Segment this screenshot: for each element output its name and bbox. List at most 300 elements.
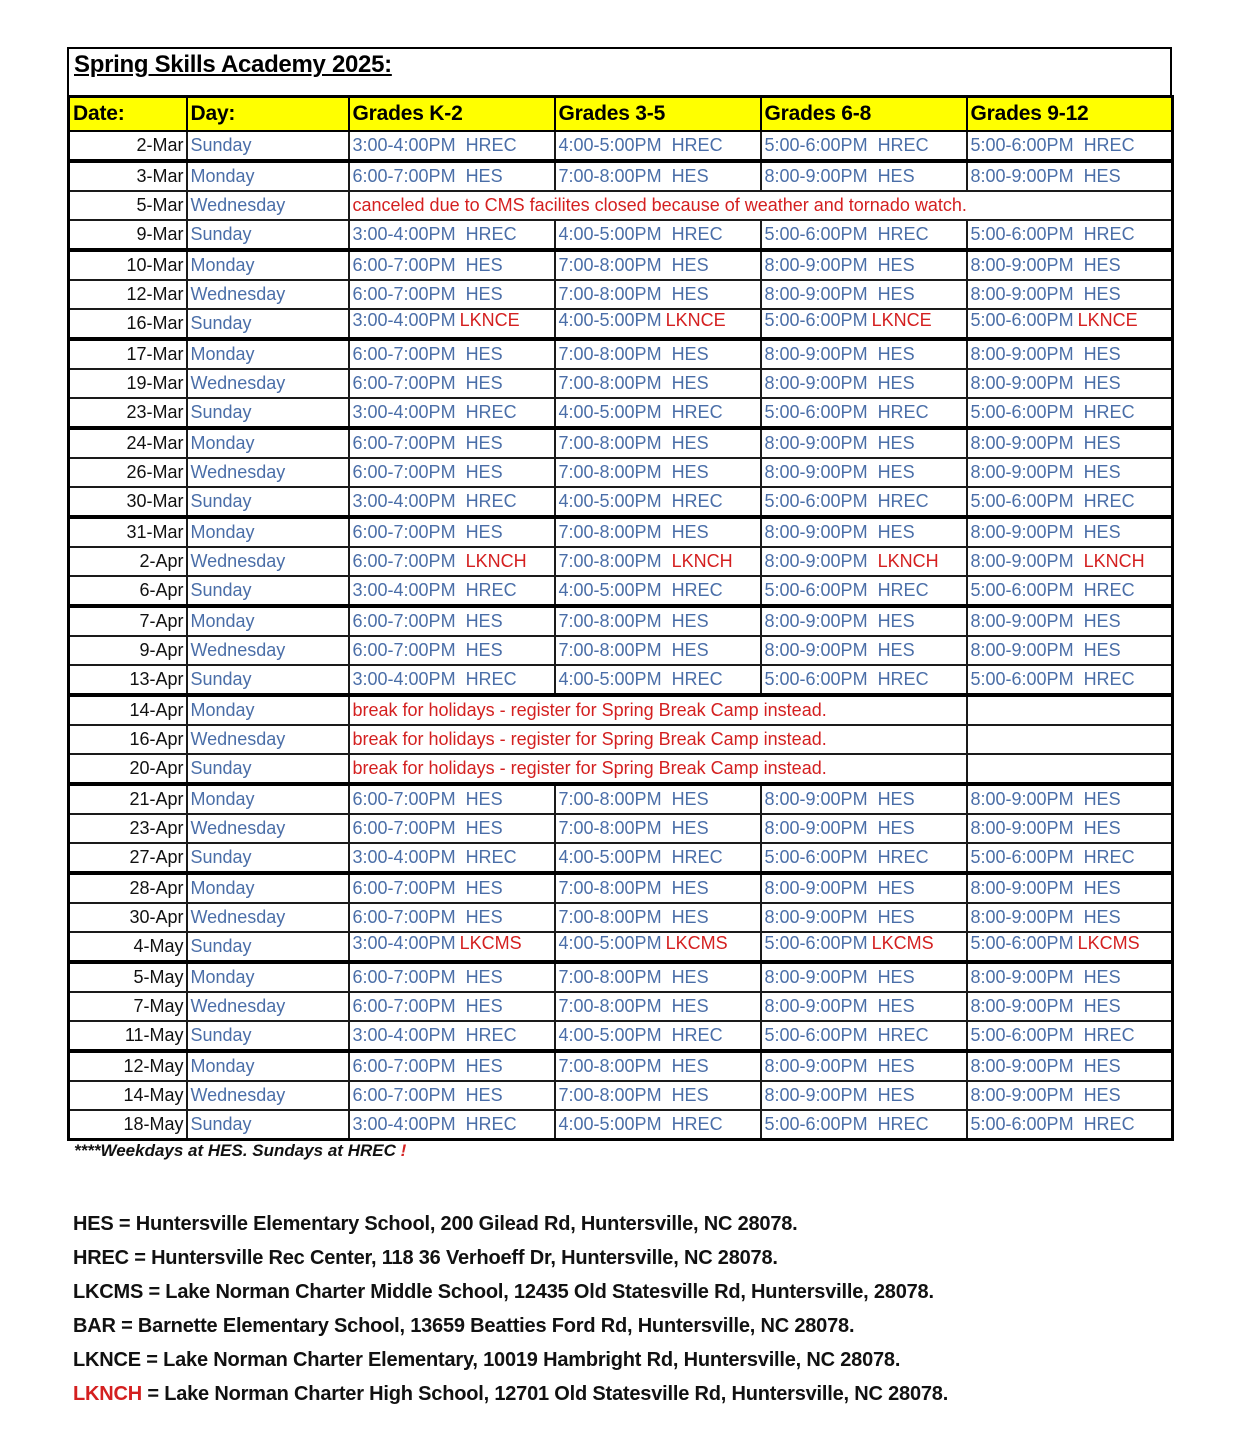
- session-location: HES: [1083, 967, 1121, 987]
- notice-cell: canceled due to CMS facilites closed because of weather and tornado watch.: [349, 191, 1173, 220]
- session-cell: [761, 962, 967, 992]
- session-time: 5:00-6:00PM: [970, 491, 1074, 511]
- session-time: 8:00-9:00PM: [970, 907, 1074, 927]
- session-time: 7:00-8:00PM: [558, 344, 662, 364]
- session-time: 6:00-7:00PM: [352, 255, 456, 275]
- session-location: HES: [1083, 611, 1121, 631]
- date-cell: 24-Mar: [69, 428, 187, 458]
- day-cell: Monday: [187, 873, 349, 903]
- session-cell: [761, 1051, 967, 1081]
- date-cell: 13-Apr: [69, 665, 187, 695]
- session-location: HES: [877, 789, 915, 809]
- day-cell: Monday: [187, 250, 349, 280]
- session-cell: [967, 250, 1173, 280]
- date-cell: 6-Apr: [69, 576, 187, 606]
- session-cell: [555, 517, 761, 547]
- date-cell: 12-May: [69, 1051, 187, 1081]
- table-row: [69, 458, 1173, 487]
- session-time: 8:00-9:00PM: [764, 878, 868, 898]
- session-time: 3:00-4:00PM: [352, 933, 456, 953]
- table-row: [69, 309, 1173, 339]
- session-time: 8:00-9:00PM: [970, 640, 1074, 660]
- session-cell: [349, 131, 555, 161]
- session-time: 8:00-9:00PM: [970, 1056, 1074, 1076]
- session-time: 5:00-6:00PM: [764, 135, 868, 155]
- session-cell: [967, 1051, 1173, 1081]
- session-location: HES: [671, 818, 709, 838]
- session-cell: [555, 339, 761, 369]
- day-cell: Sunday: [187, 1110, 349, 1140]
- session-location: HES: [465, 611, 503, 631]
- session-time: 7:00-8:00PM: [558, 284, 662, 304]
- table-row: [69, 339, 1173, 369]
- session-cell: [761, 992, 967, 1021]
- legend-description: = Barnette Elementary School, 13659 Beatties Ford Rd, Huntersville, NC 28078.: [115, 1315, 855, 1337]
- session-location: HES: [465, 522, 503, 542]
- session-time: 3:00-4:00PM: [352, 580, 456, 600]
- legend-item: [73, 1380, 948, 1414]
- session-time: 3:00-4:00PM: [352, 491, 456, 511]
- session-location: HREC: [671, 1025, 723, 1045]
- session-location: HREC: [465, 580, 517, 600]
- session-time: 4:00-5:00PM: [558, 224, 662, 244]
- table-row: [69, 873, 1173, 903]
- session-cell: [967, 576, 1173, 606]
- day-cell: Sunday: [187, 932, 349, 962]
- table-row: [69, 398, 1173, 428]
- session-cell: [967, 1110, 1173, 1140]
- legend-code: LKCMS: [73, 1281, 144, 1303]
- session-time: 7:00-8:00PM: [558, 789, 662, 809]
- session-cell: [967, 428, 1173, 458]
- session-location: HES: [671, 166, 709, 186]
- session-cell: [761, 309, 967, 339]
- session-location: HES: [671, 255, 709, 275]
- table-row: [69, 636, 1173, 665]
- footnote-text: ****Weekdays at HES. Sundays at HREC: [74, 1141, 401, 1160]
- date-cell: 7-May: [69, 992, 187, 1021]
- session-time: 8:00-9:00PM: [970, 433, 1074, 453]
- session-time: 8:00-9:00PM: [970, 373, 1074, 393]
- date-cell: 26-Mar: [69, 458, 187, 487]
- session-cell: [761, 280, 967, 309]
- session-location: HES: [1083, 522, 1121, 542]
- session-location: HES: [671, 789, 709, 809]
- session-cell: [761, 220, 967, 250]
- session-cell: [555, 131, 761, 161]
- session-time: 5:00-6:00PM: [764, 491, 868, 511]
- session-location: HES: [671, 1085, 709, 1105]
- session-location: HES: [671, 1056, 709, 1076]
- session-time: 3:00-4:00PM: [352, 402, 456, 422]
- legend-item: [73, 1210, 948, 1244]
- session-time: 5:00-6:00PM: [970, 1114, 1074, 1134]
- location-legend: [73, 1210, 948, 1414]
- session-time: 8:00-9:00PM: [970, 284, 1074, 304]
- session-cell: [967, 992, 1173, 1021]
- day-cell: Sunday: [187, 1021, 349, 1051]
- session-location: HES: [877, 996, 915, 1016]
- table-row: [69, 606, 1173, 636]
- day-cell: Wednesday: [187, 191, 349, 220]
- session-time: 6:00-7:00PM: [352, 551, 456, 571]
- session-time: 5:00-6:00PM: [970, 847, 1074, 867]
- session-location: LKNCH: [465, 551, 527, 571]
- session-time: 6:00-7:00PM: [352, 284, 456, 304]
- day-cell: Monday: [187, 517, 349, 547]
- day-cell: Sunday: [187, 220, 349, 250]
- session-cell: [349, 814, 555, 843]
- footnote: [74, 1141, 406, 1161]
- session-cell: [349, 517, 555, 547]
- table-row: [69, 1110, 1173, 1140]
- session-location: LKCMS: [871, 933, 934, 953]
- session-location: HREC: [877, 580, 929, 600]
- session-location: HES: [671, 462, 709, 482]
- session-time: 3:00-4:00PM: [352, 1025, 456, 1045]
- session-cell: [761, 636, 967, 665]
- session-location: HES: [877, 818, 915, 838]
- session-time: 3:00-4:00PM: [352, 847, 456, 867]
- day-cell: Sunday: [187, 309, 349, 339]
- table-row: [69, 814, 1173, 843]
- session-location: HREC: [465, 135, 517, 155]
- session-cell: [555, 665, 761, 695]
- session-time: 8:00-9:00PM: [764, 967, 868, 987]
- session-location: HREC: [465, 491, 517, 511]
- session-location: LKCMS: [1077, 933, 1140, 953]
- session-cell: [555, 606, 761, 636]
- session-cell: [349, 1110, 555, 1140]
- session-cell: [967, 220, 1173, 250]
- session-cell: [967, 280, 1173, 309]
- session-location: HREC: [465, 1114, 517, 1134]
- day-cell: Wednesday: [187, 547, 349, 576]
- session-location: HREC: [465, 1025, 517, 1045]
- session-cell: [967, 636, 1173, 665]
- session-time: 7:00-8:00PM: [558, 818, 662, 838]
- session-time: 7:00-8:00PM: [558, 967, 662, 987]
- session-cell: [761, 547, 967, 576]
- legend-description: = Lake Norman Charter High School, 12701 Old Statesville Rd, Huntersville, NC 28078.: [142, 1383, 949, 1405]
- session-time: 5:00-6:00PM: [970, 224, 1074, 244]
- session-location: HREC: [1083, 847, 1135, 867]
- session-location: HES: [465, 1056, 503, 1076]
- session-location: HES: [465, 255, 503, 275]
- session-time: 8:00-9:00PM: [970, 344, 1074, 364]
- session-time: 4:00-5:00PM: [558, 310, 662, 330]
- session-location: HREC: [671, 847, 723, 867]
- date-cell: 4-May: [69, 932, 187, 962]
- session-time: 6:00-7:00PM: [352, 611, 456, 631]
- legend-item: [73, 1244, 948, 1278]
- session-cell: [967, 962, 1173, 992]
- session-time: 3:00-4:00PM: [352, 224, 456, 244]
- session-location: HES: [465, 462, 503, 482]
- table-row: [69, 1051, 1173, 1081]
- date-cell: 9-Apr: [69, 636, 187, 665]
- table-row: [69, 131, 1173, 161]
- date-cell: 11-May: [69, 1021, 187, 1051]
- session-cell: [555, 458, 761, 487]
- session-location: HREC: [877, 402, 929, 422]
- session-time: 6:00-7:00PM: [352, 878, 456, 898]
- session-time: 5:00-6:00PM: [970, 669, 1074, 689]
- session-cell: [761, 1081, 967, 1110]
- table-row: [69, 1081, 1173, 1110]
- session-cell: [555, 220, 761, 250]
- session-cell: [967, 131, 1173, 161]
- session-cell: [761, 458, 967, 487]
- date-cell: 16-Mar: [69, 309, 187, 339]
- session-cell: [349, 606, 555, 636]
- table-row: [69, 665, 1173, 695]
- session-location: HREC: [1083, 224, 1135, 244]
- date-cell: 12-Mar: [69, 280, 187, 309]
- header-day: Day:: [187, 97, 349, 132]
- session-location: HES: [877, 462, 915, 482]
- date-cell: 31-Mar: [69, 517, 187, 547]
- session-time: 8:00-9:00PM: [764, 373, 868, 393]
- session-location: HES: [465, 640, 503, 660]
- session-location: HES: [465, 433, 503, 453]
- session-cell: [967, 843, 1173, 873]
- session-time: 5:00-6:00PM: [764, 580, 868, 600]
- session-cell: [555, 250, 761, 280]
- date-cell: 28-Apr: [69, 873, 187, 903]
- session-time: 8:00-9:00PM: [764, 522, 868, 542]
- session-location: HREC: [877, 669, 929, 689]
- session-time: 7:00-8:00PM: [558, 433, 662, 453]
- table-row: [69, 903, 1173, 932]
- session-location: HES: [1083, 1085, 1121, 1105]
- table-row: [69, 725, 1173, 754]
- session-location: HES: [671, 433, 709, 453]
- session-time: 6:00-7:00PM: [352, 996, 456, 1016]
- date-cell: 5-Mar: [69, 191, 187, 220]
- session-cell: [349, 339, 555, 369]
- session-time: 4:00-5:00PM: [558, 1025, 662, 1045]
- session-location: HES: [465, 344, 503, 364]
- session-cell: [555, 1081, 761, 1110]
- session-location: HREC: [1083, 669, 1135, 689]
- session-cell: [761, 428, 967, 458]
- session-time: 7:00-8:00PM: [558, 373, 662, 393]
- date-cell: 23-Apr: [69, 814, 187, 843]
- session-cell: [349, 458, 555, 487]
- table-row: [69, 517, 1173, 547]
- session-cell: [349, 962, 555, 992]
- session-cell: [967, 814, 1173, 843]
- session-time: 8:00-9:00PM: [970, 255, 1074, 275]
- session-cell: [555, 992, 761, 1021]
- table-row: [69, 280, 1173, 309]
- session-location: HREC: [1083, 402, 1135, 422]
- session-location: HES: [465, 789, 503, 809]
- table-row: [69, 576, 1173, 606]
- session-cell: [349, 873, 555, 903]
- session-time: 8:00-9:00PM: [764, 344, 868, 364]
- session-location: LKNCE: [459, 310, 520, 330]
- session-location: HES: [877, 1056, 915, 1076]
- session-cell: [967, 547, 1173, 576]
- date-cell: 23-Mar: [69, 398, 187, 428]
- session-cell: [349, 784, 555, 814]
- day-cell: Wednesday: [187, 814, 349, 843]
- table-row: [69, 250, 1173, 280]
- session-time: 4:00-5:00PM: [558, 491, 662, 511]
- session-location: HREC: [1083, 1025, 1135, 1045]
- session-cell: [555, 903, 761, 932]
- day-cell: Monday: [187, 1051, 349, 1081]
- legend-description: = Huntersville Rec Center, 118 36 Verhoeff Dr, Huntersville, NC 28078.: [128, 1247, 778, 1269]
- day-cell: Monday: [187, 695, 349, 725]
- date-cell: 30-Apr: [69, 903, 187, 932]
- date-cell: 20-Apr: [69, 754, 187, 784]
- session-time: 5:00-6:00PM: [764, 933, 868, 953]
- day-cell: Wednesday: [187, 369, 349, 398]
- session-time: 6:00-7:00PM: [352, 522, 456, 542]
- session-location: HREC: [877, 135, 929, 155]
- session-location: HES: [877, 611, 915, 631]
- session-time: 8:00-9:00PM: [970, 818, 1074, 838]
- session-time: 5:00-6:00PM: [764, 669, 868, 689]
- session-cell: [761, 131, 967, 161]
- session-cell: [967, 665, 1173, 695]
- date-cell: 16-Apr: [69, 725, 187, 754]
- date-cell: 14-May: [69, 1081, 187, 1110]
- session-time: 8:00-9:00PM: [764, 433, 868, 453]
- date-cell: 18-May: [69, 1110, 187, 1140]
- date-cell: 2-Apr: [69, 547, 187, 576]
- session-time: 8:00-9:00PM: [764, 1056, 868, 1076]
- session-location: HREC: [1083, 135, 1135, 155]
- table-row: [69, 547, 1173, 576]
- session-location: HES: [671, 967, 709, 987]
- session-cell: [349, 903, 555, 932]
- day-cell: Monday: [187, 161, 349, 191]
- session-cell: [349, 369, 555, 398]
- session-cell: [761, 903, 967, 932]
- session-location: HES: [671, 344, 709, 364]
- session-cell: [967, 784, 1173, 814]
- day-cell: Wednesday: [187, 458, 349, 487]
- table-row: [69, 161, 1173, 191]
- session-location: HREC: [465, 847, 517, 867]
- session-location: HES: [465, 284, 503, 304]
- legend-item: [73, 1312, 948, 1346]
- legend-code: HES: [73, 1213, 114, 1235]
- empty-cell: [967, 754, 1173, 784]
- session-location: HES: [1083, 284, 1121, 304]
- session-cell: [761, 517, 967, 547]
- session-location: HES: [1083, 789, 1121, 809]
- session-location: HES: [877, 640, 915, 660]
- session-cell: [761, 487, 967, 517]
- session-location: HES: [465, 907, 503, 927]
- session-time: 6:00-7:00PM: [352, 373, 456, 393]
- title-box: [67, 47, 1172, 95]
- session-cell: [555, 962, 761, 992]
- session-time: 8:00-9:00PM: [764, 462, 868, 482]
- session-location: HES: [465, 1085, 503, 1105]
- session-location: HES: [877, 522, 915, 542]
- notice-cell: break for holidays - register for Spring Break Camp instead.: [349, 695, 967, 725]
- session-location: HES: [877, 878, 915, 898]
- session-time: 5:00-6:00PM: [764, 224, 868, 244]
- session-time: 4:00-5:00PM: [558, 135, 662, 155]
- header-grades-6-8: Grades 6-8: [761, 97, 967, 132]
- session-location: HES: [1083, 1056, 1121, 1076]
- day-cell: Monday: [187, 339, 349, 369]
- session-cell: [349, 636, 555, 665]
- session-location: HREC: [1083, 580, 1135, 600]
- session-cell: [555, 1051, 761, 1081]
- session-cell: [761, 161, 967, 191]
- session-cell: [555, 1110, 761, 1140]
- schedule-table: [67, 95, 1174, 1141]
- table-row: [69, 843, 1173, 873]
- session-time: 6:00-7:00PM: [352, 789, 456, 809]
- session-cell: [349, 992, 555, 1021]
- session-cell: [761, 932, 967, 962]
- session-location: HREC: [1083, 1114, 1135, 1134]
- session-cell: [967, 339, 1173, 369]
- session-location: HES: [671, 522, 709, 542]
- session-cell: [761, 250, 967, 280]
- session-time: 5:00-6:00PM: [970, 1025, 1074, 1045]
- session-cell: [555, 1021, 761, 1051]
- legend-description: = Lake Norman Charter Elementary, 10019 Hambright Rd, Huntersville, NC 28078.: [140, 1349, 901, 1371]
- session-cell: [349, 428, 555, 458]
- session-time: 3:00-4:00PM: [352, 135, 456, 155]
- day-cell: Sunday: [187, 487, 349, 517]
- session-time: 3:00-4:00PM: [352, 1114, 456, 1134]
- day-cell: Monday: [187, 606, 349, 636]
- session-time: 8:00-9:00PM: [764, 1085, 868, 1105]
- session-location: HES: [465, 967, 503, 987]
- session-cell: [967, 487, 1173, 517]
- session-time: 4:00-5:00PM: [558, 847, 662, 867]
- session-cell: [555, 843, 761, 873]
- session-time: 6:00-7:00PM: [352, 462, 456, 482]
- session-location: HES: [877, 967, 915, 987]
- date-cell: 14-Apr: [69, 695, 187, 725]
- session-location: HREC: [465, 669, 517, 689]
- header-grades-k2: Grades K-2: [349, 97, 555, 132]
- session-cell: [349, 932, 555, 962]
- legend-item: [73, 1278, 948, 1312]
- session-time: 6:00-7:00PM: [352, 433, 456, 453]
- session-time: 7:00-8:00PM: [558, 907, 662, 927]
- table-row: [69, 487, 1173, 517]
- session-cell: [555, 161, 761, 191]
- session-cell: [349, 843, 555, 873]
- session-location: HES: [671, 878, 709, 898]
- session-cell: [761, 606, 967, 636]
- session-location: HES: [465, 996, 503, 1016]
- session-cell: [349, 487, 555, 517]
- session-cell: [967, 398, 1173, 428]
- session-time: 6:00-7:00PM: [352, 907, 456, 927]
- session-location: HES: [1083, 166, 1121, 186]
- session-cell: [555, 547, 761, 576]
- session-time: 5:00-6:00PM: [764, 1025, 868, 1045]
- session-cell: [349, 398, 555, 428]
- session-location: LKCMS: [665, 933, 728, 953]
- session-time: 7:00-8:00PM: [558, 462, 662, 482]
- table-row: [69, 1021, 1173, 1051]
